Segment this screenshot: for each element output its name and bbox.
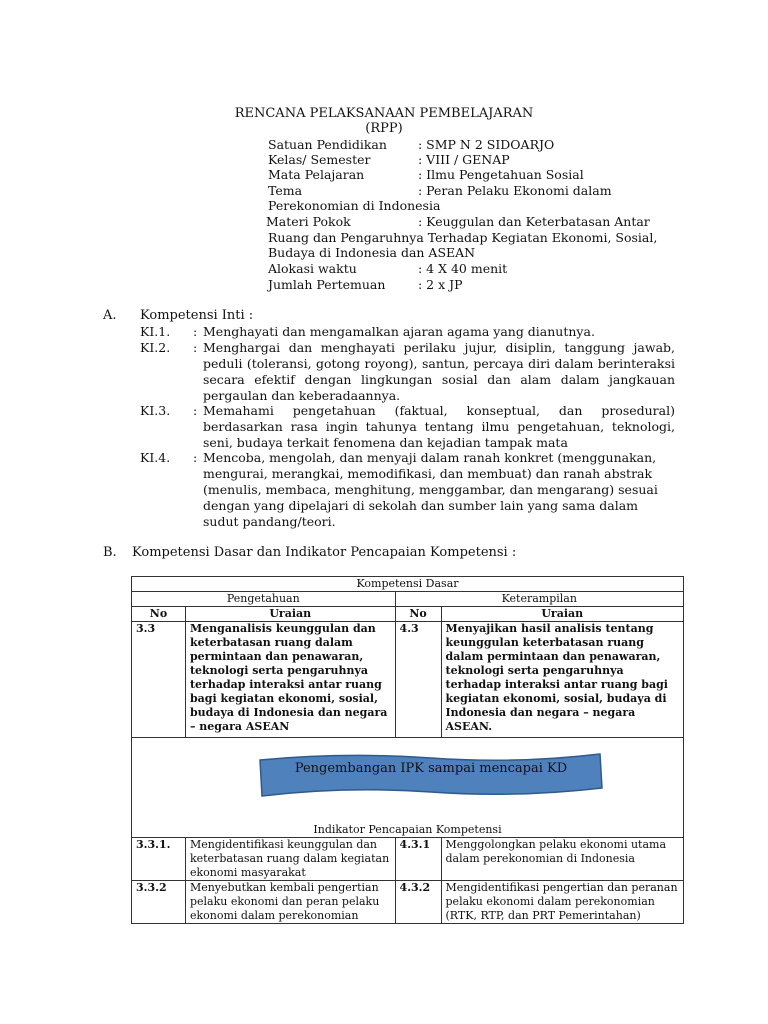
col-no-header: No — [132, 607, 186, 622]
col-uraian-header: Uraian — [185, 607, 395, 622]
meta-label: Alokasi waktu — [268, 261, 357, 276]
ki-text: Menghayati dan mengamalkan ajaran agama yang dianutnya. — [203, 324, 595, 339]
ki-code: KI.4. — [140, 450, 171, 465]
table-row — [132, 592, 684, 607]
col-uraian-header: Uraian — [441, 607, 683, 622]
ipk-banner — [256, 750, 606, 800]
meta-value: : Peran Pelaku Ekonomi dalam — [418, 183, 612, 198]
ipk-left-no: 3.3.1. — [132, 838, 186, 881]
table-row — [132, 881, 684, 924]
ki-colon: : — [193, 340, 198, 355]
meta-value: : Ilmu Pengetahuan Sosial — [418, 167, 584, 182]
section-b-letter: B. — [103, 545, 117, 560]
ipk-right-text: Menggolongkan pelaku ekonomi utama dalam perekonomian di Indonesia — [441, 838, 683, 881]
ipk-right-text: Mengidentifikasi pengertian dan peranan pelaku ekonomi dalam perekonomian (RTK, RTP, dan PRT Pemerintahan) — [441, 881, 683, 924]
ipk-right-no: 4.3.1 — [395, 838, 441, 881]
meta-value: : 2 x JP — [418, 277, 463, 292]
meta-label: Kelas/ Semester — [268, 152, 371, 167]
kd-left-text: Menganalisis keunggulan dan keterbatasan ruang dalam permintaan dan penawaran, teknologi serta pengaruhnya terhadap interaksi antar ruang bagi kegiatan ekonomi, sosial, budaya di Indonesia dan negara – negara ASEAN — [185, 622, 395, 738]
meta-value: : SMP N 2 SIDOARJO — [418, 137, 555, 152]
meta-value: : VIII / GENAP — [418, 152, 510, 167]
section-a-title: Kompetensi Inti : — [140, 308, 254, 323]
ipk-right-no: 4.3.2 — [395, 881, 441, 924]
meta-materi-cont-1: Ruang dan Pengaruhnya Terhadap Kegiatan Ekonomi, Sosial, — [268, 230, 658, 245]
col-no-header: No — [395, 607, 441, 622]
meta-label: Mata Pelajaran — [268, 167, 365, 182]
meta-label: Tema — [268, 183, 303, 198]
document-title: RENCANA PELAKSANAAN PEMBELAJARAN — [234, 106, 534, 121]
document-subtitle: (RPP) — [365, 121, 403, 136]
table-row — [132, 622, 684, 738]
ipk-left-text: Mengidentifikasi keunggulan dan keterbatasan ruang dalam kegiatan ekonomi masyarakat — [185, 838, 395, 881]
ki-colon: : — [193, 403, 198, 418]
ipk-left-no: 3.3.2 — [132, 881, 186, 924]
section-b-title: Kompetensi Dasar dan Indikator Pencapaian Kompetensi : — [132, 545, 517, 560]
ki-code: KI.3. — [140, 403, 171, 418]
keterampilan-header: Keterampilan — [395, 592, 683, 607]
banner-text: Pengembangan IPK sampai mencapai KD — [294, 761, 568, 776]
kd-right-text: Menyajikan hasil analisis tentang keunggulan keterbatasan ruang dalam permintaan dan penawaran, teknologi serta pengaruhnya terhadap interaksi antar ruang bagi kegiatan ekonomi, sosial, budaya di Indonesia dan negara – negara ASEAN. — [441, 622, 683, 738]
ki-code: KI.1. — [140, 324, 171, 339]
ki-text: Mencoba, mengolah, dan menyaji dalam ranah konkret (menggunakan, mengurai, merangkai, memodifikasi, dan membuat) dan ranah abstrak (menulis, membaca, menghitung, menggambar, dan mengarang) sesuai dengan yang dipelajari di sekolah dan sumber lain yang sama dalam sudut pandang/teori. — [203, 450, 658, 529]
table-row — [132, 577, 684, 592]
meta-value: : Keuggulan dan Keterbatasan Antar — [418, 214, 650, 229]
kd-right-no: 4.3 — [395, 622, 441, 738]
meta-materi-cont-2: Budaya di Indonesia dan ASEAN — [268, 245, 476, 260]
ki-text: Memahami pengetahuan (faktual, konseptual, dan prosedural) berdasarkan rasa ingin tahunya tentang ilmu pengetahuan, teknologi, seni, budaya terkait fenomena dan kejadian tampak mata — [203, 403, 675, 450]
meta-tema-cont: Perekonomian di Indonesia — [268, 198, 441, 213]
ki-text: Menghargai dan menghayati perilaku jujur, disiplin, tanggung jawab, peduli (toleransi, gotong royong), santun, percaya diri dalam berinteraksi secara efektif dengan lingkungan sosial dan alam dalam jangkauan pergaulan dan keberadaannya. — [203, 340, 675, 403]
ki-colon: : — [193, 324, 198, 339]
meta-label: Satuan Pendidikan — [268, 137, 387, 152]
meta-label: Materi Pokok — [266, 214, 351, 229]
ki-colon: : — [193, 450, 198, 465]
table-row — [132, 838, 684, 881]
section-a-letter: A. — [103, 308, 117, 323]
kd-left-no: 3.3 — [132, 622, 186, 738]
kd-header: Kompetensi Dasar — [132, 577, 684, 592]
ipk-left-text: Menyebutkan kembali pengertian pelaku ekonomi dan peran pelaku ekonomi dalam perekonomian — [185, 881, 395, 924]
table-row — [132, 607, 684, 622]
pengetahuan-header: Pengetahuan — [132, 592, 396, 607]
meta-value: : 4 X 40 menit — [418, 261, 508, 276]
meta-label: Jumlah Pertemuan — [268, 277, 386, 292]
banner-scroll-shape — [256, 750, 606, 800]
ki-code: KI.2. — [140, 340, 171, 355]
ipk-header: Indikator Pencapaian Kompetensi — [313, 823, 502, 836]
